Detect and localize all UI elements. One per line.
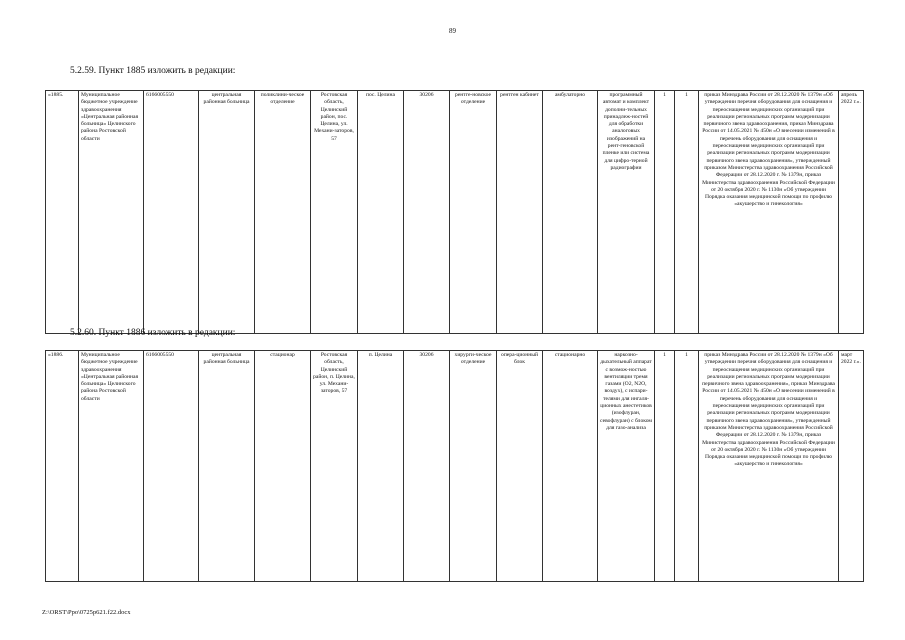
care-condition: стационарно xyxy=(543,351,598,582)
table-row xyxy=(46,351,864,582)
quantity-2: 1 xyxy=(675,351,699,582)
organization-name: Муниципальное бюджетное учреждение здравоохранения «Центральная районная больница» Целинского района Ростовской области xyxy=(79,91,144,334)
settlement: пос. Целина xyxy=(358,91,404,334)
postcode: 30206 xyxy=(404,91,450,334)
unit: хирурги-ческое отделение xyxy=(450,351,497,582)
legal-basis: приказ Минздрава России от 28.12.2020 № 1379н «Об утверждении перечня оборудования для оснащения и переоснащения медицинских организаций при реализации региональных программ модернизации первичного звена здравоохранения, приказ Минздрава России от 14.05.2021 № 450н «О внесении изменений в перечень оборудования для оснащения и переоснащения медицинских организаций при реализации региональных программ модернизации первичного звена здравоохранения», утвержденный приказом Министерства здравоохранения Российской Федерации от 28.12.2020 г. № 1379н, приказ Министерства здравоохранения Российской Федерации от 20 октября 2020 г. № 1130н «Об утверждении Порядка оказания медицинской помощи по профилю «акушерство и гинекология» xyxy=(699,91,839,334)
department: стационар xyxy=(255,351,311,582)
inn: 6166005550 xyxy=(144,351,199,582)
legal-basis: приказ Минздрава России от 28.12.2020 № 1379н «Об утверждении перечня оборудования для оснащения и переоснащения медицинских организаций при реализации региональных программ модернизации первичного звена здравоохранения», приказ Минздрава России от 14.05.2021 № 450н «О внесении изменений в перечень оборудования для оснащения и переоснащения медицинских организаций при реализации региональных программ модернизации первичного звена здравоохранения», утвержденный приказом Министерства здравоохранения Российской Федерации от 28.12.2020 г. № 1379н, приказ Министерства здравоохранения Российской Федерации от 20 октября 2020 г. № 1130н «Об утверждении Порядка оказания медицинской помощи по профилю «акушерство и гинекология» xyxy=(699,351,839,582)
section-heading-1885: 5.2.59. Пункт 1885 изложить в редакции: xyxy=(70,66,236,76)
hospital-type: центральная районная больница xyxy=(199,351,255,582)
deadline: апрель 2022 г.». xyxy=(839,91,864,334)
quantity-2: 1 xyxy=(675,91,699,334)
table-item-1885 xyxy=(45,90,864,334)
department: поликлини-ческое отделение xyxy=(255,91,311,334)
room: опера-ционный блок xyxy=(497,351,543,582)
equipment: наркозно-дыхательный аппарат с возмож-ностью вентиляции тремя газами (O2, N2O, воздух), с испари-телями для ингаля-ционных анестетиков (изофлуран, севофлуран) с блоком для газо-анализа xyxy=(598,351,655,582)
deadline: март 2022 г.». xyxy=(839,351,864,582)
settlement: п. Целина xyxy=(358,351,404,582)
footer-file-path: Z:\ORST\Ppo\0725p621.f22.docx xyxy=(42,609,131,616)
table-item-1886 xyxy=(45,350,864,582)
address: Ростовская область, Целинский район, пос. Целина, ул. Механи-заторов, 57 xyxy=(311,91,358,334)
organization-name: Муниципальное бюджетное учреждение здравоохранения «Центральная районная больница» Целинского района Ростовской области xyxy=(79,351,144,582)
care-condition: амбулаторно xyxy=(543,91,598,334)
quantity-1: 1 xyxy=(655,351,675,582)
unit: рентге-новское отделение xyxy=(450,91,497,334)
item-number: «1886. xyxy=(46,351,79,582)
hospital-type: центральная районная больница xyxy=(199,91,255,334)
equipment: программный автомат и комплект дополни-тельных принадлеж-ностей для обработки аналоговых изображений на рент-геновской пленке или система для цифро-терной радиографии xyxy=(598,91,655,334)
page-number: 89 xyxy=(449,27,456,35)
item-number: «1885. xyxy=(46,91,79,334)
postcode: 30206 xyxy=(404,351,450,582)
address: Ростовская область, Целинский район, п. Целина, ул. Механи-заторов, 57 xyxy=(311,351,358,582)
section-heading-1886: 5.2.60. Пункт 1886 изложить в редакции: xyxy=(70,328,236,338)
inn: 6166005550 xyxy=(144,91,199,334)
room: рентген кабинет xyxy=(497,91,543,334)
quantity-1: 1 xyxy=(655,91,675,334)
table-row xyxy=(46,91,864,334)
